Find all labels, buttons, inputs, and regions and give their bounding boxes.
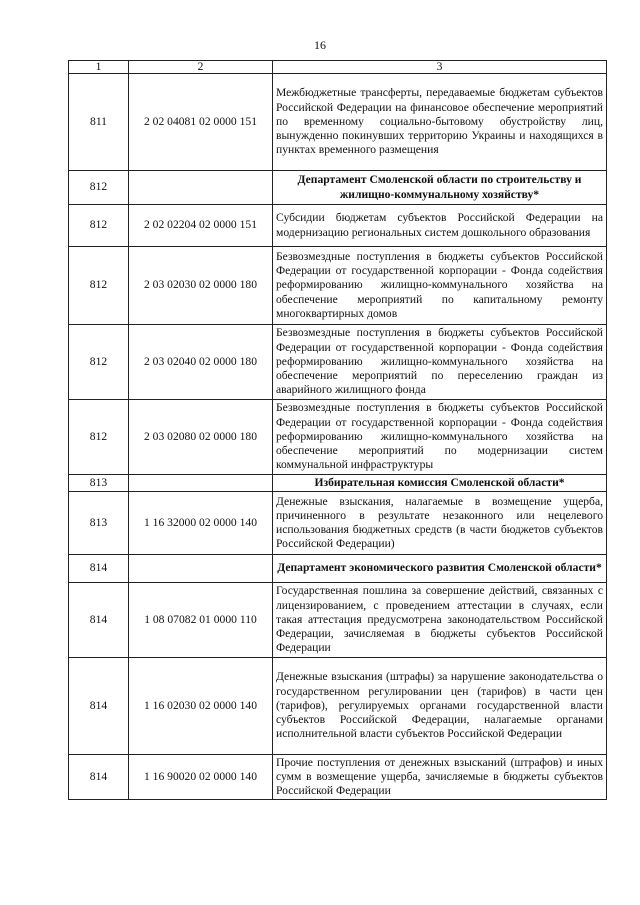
revenue-code-cell [129, 171, 273, 205]
revenue-code-cell: 2 03 02080 02 0000 180 [129, 400, 273, 475]
department-name-cell: Департамент экономического развития Смоленской области* [273, 555, 607, 583]
department-heading-row [69, 555, 607, 583]
revenue-code-cell: 1 16 02030 02 0000 140 [129, 658, 273, 755]
column-number-1: 1 [69, 61, 129, 74]
revenue-code-cell: 2 03 02030 02 0000 180 [129, 247, 273, 325]
description-cell: Государственная пошлина за совершение действий, связанных с лицензированием, с проведением аттестации в случаях, если такая аттестация предусмотрена законодательством Российской Федерации, зачисляемая в бюджеты субъектов Российской Федерации [273, 583, 607, 658]
description-cell: Денежные взыскания (штрафы) за нарушение законодательства о государственном регулировании цен (тарифов) в части цен (тарифов), регулируемых органами государственной власти субъектов Российской Федерации, налагаемые органами исполнительной власти субъектов Российской Федерации [273, 658, 607, 755]
admin-code-cell: 813 [69, 492, 129, 555]
table-row [69, 74, 607, 171]
description-cell: Безвозмездные поступления в бюджеты субъектов Российской Федерации от государственной корпорации - Фонда содействия реформированию жилищно-коммунального хозяйства на обеспечение мероприятий по модернизации систем коммунальной инфраструктуры [273, 400, 607, 475]
revenue-code-cell [129, 475, 273, 492]
admin-code-cell: 814 [69, 583, 129, 658]
table-row [69, 325, 607, 400]
table-row [69, 400, 607, 475]
description-cell: Прочие поступления от денежных взысканий (штрафов) и иных сумм в возмещение ущерба, зачисляемые в бюджеты субъектов Российской Федерации [273, 755, 607, 800]
description-cell: Безвозмездные поступления в бюджеты субъектов Российской Федерации от государственной корпорации - Фонда содействия реформированию жилищно-коммунального хозяйства на обеспечение мероприятий по капитальному ремонту многоквартирных домов [273, 247, 607, 325]
department-name-cell: Департамент Смоленской области по строительству и жилищно-коммунальному хозяйству* [273, 171, 607, 205]
revenue-code-cell: 1 16 32000 02 0000 140 [129, 492, 273, 555]
department-heading-row [69, 171, 607, 205]
admin-code-cell: 812 [69, 325, 129, 400]
revenue-code-cell: 2 03 02040 02 0000 180 [129, 325, 273, 400]
column-number-2: 2 [129, 61, 273, 74]
description-cell: Безвозмездные поступления в бюджеты субъектов Российской Федерации от государственной корпорации - Фонда содействия реформированию жилищно-коммунального хозяйства на обеспечение мероприятий по переселению граждан из аварийного жилищного фонда [273, 325, 607, 400]
department-heading-row [69, 475, 607, 492]
admin-code-cell: 814 [69, 755, 129, 800]
table-row [69, 205, 607, 247]
revenue-code-cell: 2 02 02204 02 0000 151 [129, 205, 273, 247]
admin-code-cell: 812 [69, 400, 129, 475]
admin-code-cell: 812 [69, 247, 129, 325]
admin-code-cell: 812 [69, 205, 129, 247]
description-cell: Денежные взыскания, налагаемые в возмещение ущерба, причиненного в результате незаконного или нецелевого использования бюджетных средств (в части бюджетов субъектов Российской Федерации) [273, 492, 607, 555]
admin-code-cell: 812 [69, 171, 129, 205]
revenue-code-cell: 1 16 90020 02 0000 140 [129, 755, 273, 800]
department-name-cell: Избирательная комиссия Смоленской области* [273, 475, 607, 492]
admin-code-cell: 811 [69, 74, 129, 171]
description-cell: Межбюджетные трансферты, передаваемые бюджетам субъектов Российской Федерации на финансовое обеспечение мероприятий по временному социально-бытовому обустройству лиц, вынужденно покинувших территорию Украины и находящихся в пунктах временного размещения [273, 74, 607, 171]
column-number-3: 3 [273, 61, 607, 74]
table-row [69, 492, 607, 555]
admin-code-cell: 814 [69, 555, 129, 583]
revenue-codes-table [68, 60, 607, 800]
admin-code-cell: 813 [69, 475, 129, 492]
revenue-code-cell: 1 08 07082 01 0000 110 [129, 583, 273, 658]
admin-code-cell: 814 [69, 658, 129, 755]
column-number-row [69, 61, 607, 74]
table-row [69, 658, 607, 755]
table-row [69, 247, 607, 325]
table-row [69, 755, 607, 800]
table-row [69, 583, 607, 658]
revenue-code-cell: 2 02 04081 02 0000 151 [129, 74, 273, 171]
description-cell: Субсидии бюджетам субъектов Российской Федерации на модернизацию региональных систем дошкольного образования [273, 205, 607, 247]
revenue-code-cell [129, 555, 273, 583]
table-body [69, 61, 607, 800]
page-number: 16 [314, 38, 326, 52]
